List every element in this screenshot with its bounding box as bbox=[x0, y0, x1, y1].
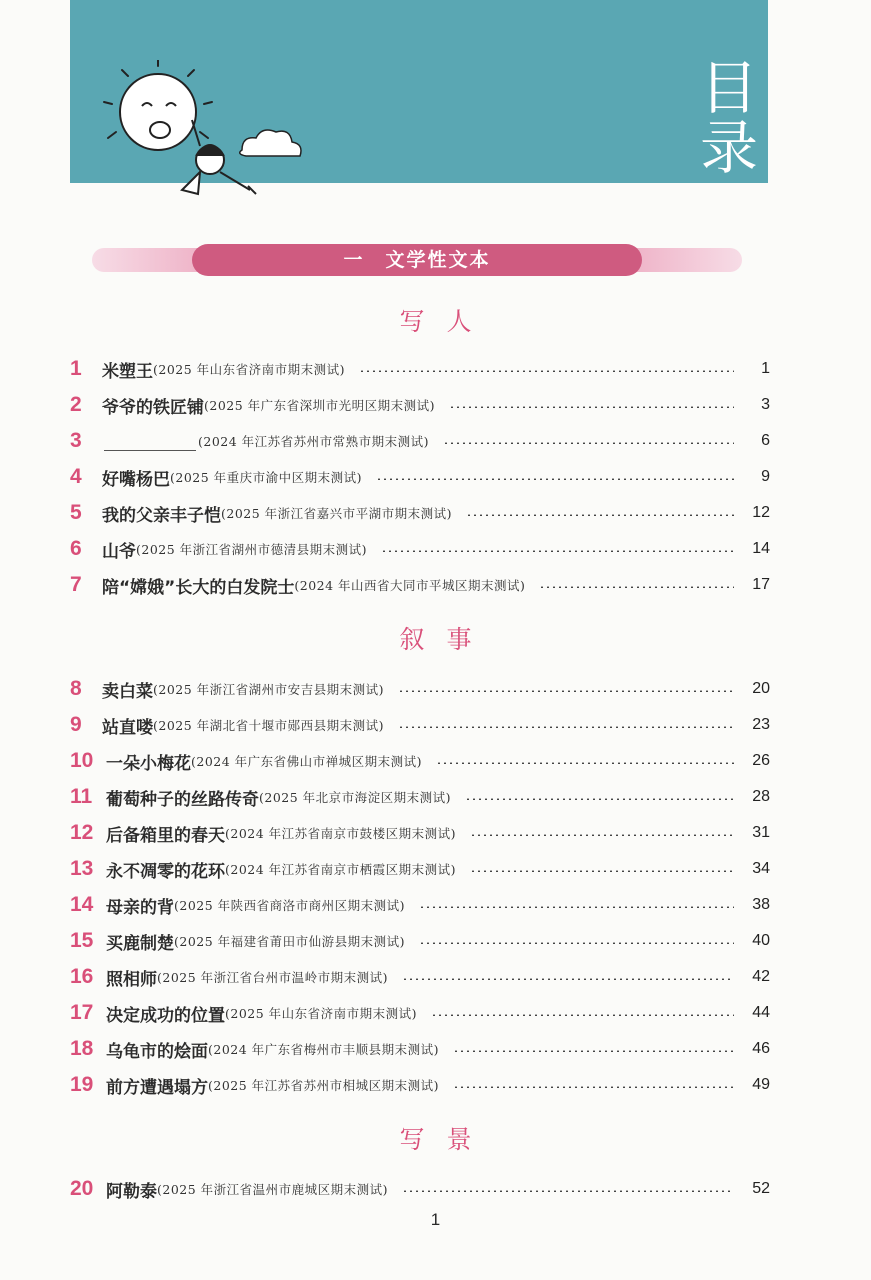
entry-page: 34 bbox=[752, 860, 770, 877]
toc-entry[interactable] bbox=[70, 426, 770, 456]
entry-page: 52 bbox=[752, 1180, 770, 1197]
entry-source: (2025 年江苏省苏州市相城区期末测试) bbox=[208, 1078, 440, 1093]
entry-source: (2024 年江苏省南京市鼓楼区期末测试) bbox=[225, 826, 457, 841]
entry-title: 我的父亲丰子恺 bbox=[102, 505, 221, 526]
girl-icon bbox=[182, 120, 256, 194]
dot-leader bbox=[436, 762, 734, 764]
toc-entry[interactable] bbox=[70, 998, 770, 1028]
entry-source: (2024 年广东省梅州市丰顺县期末测试) bbox=[208, 1042, 440, 1057]
entry-page: 38 bbox=[752, 896, 770, 913]
category-xieren: 写人 bbox=[399, 307, 494, 336]
entry-page: 49 bbox=[752, 1076, 770, 1093]
toc-entry[interactable] bbox=[70, 462, 770, 492]
title-char-1: 目 bbox=[699, 54, 758, 122]
entry-number: 5 bbox=[70, 501, 82, 524]
entry-number: 11 bbox=[70, 785, 93, 808]
toc-entry[interactable] bbox=[70, 854, 770, 884]
dot-leader bbox=[398, 690, 734, 692]
entry-number: 17 bbox=[70, 1001, 94, 1024]
sun-icon bbox=[104, 60, 212, 150]
entry-number: 16 bbox=[70, 965, 94, 988]
entry-title: 山爷 bbox=[102, 541, 136, 562]
toc-entry[interactable] bbox=[70, 534, 770, 564]
entry-page: 40 bbox=[752, 932, 770, 949]
toc-entry[interactable] bbox=[70, 354, 770, 384]
entry-number: 1 bbox=[70, 357, 82, 380]
entry-title: 一朵小梅花 bbox=[106, 753, 191, 774]
toc-entry[interactable] bbox=[70, 962, 770, 992]
entry-page: 12 bbox=[752, 504, 770, 521]
toc-entry[interactable] bbox=[70, 390, 770, 420]
entry-number: 8 bbox=[70, 677, 82, 700]
entry-title: 永不凋零的花环 bbox=[106, 861, 225, 882]
entry-source: (2025 年陕西省商洛市商州区期末测试) bbox=[174, 898, 406, 913]
category-xushi: 叙事 bbox=[399, 625, 494, 654]
entry-page: 3 bbox=[761, 396, 770, 413]
cloud-icon bbox=[240, 130, 301, 156]
entry-number: 6 bbox=[70, 537, 82, 560]
entry-number: 18 bbox=[70, 1037, 94, 1060]
section-label: 一 文学性文本 bbox=[192, 244, 642, 276]
entry-number: 20 bbox=[70, 1177, 94, 1200]
entry-source: (2024 年广东省佛山市禅城区期末测试) bbox=[191, 754, 423, 769]
entry-number: 13 bbox=[70, 857, 94, 880]
entry-number: 7 bbox=[70, 573, 82, 596]
entry-page: 44 bbox=[752, 1004, 770, 1021]
entry-title: 阿勒泰 bbox=[106, 1181, 157, 1202]
entry-source: (2025 年浙江省温州市鹿城区期末测试) bbox=[157, 1182, 389, 1197]
dot-leader bbox=[465, 798, 734, 800]
dot-leader bbox=[419, 942, 734, 944]
dot-leader bbox=[449, 406, 734, 408]
page-title bbox=[694, 54, 764, 182]
entry-number: 12 bbox=[70, 821, 94, 844]
dot-leader bbox=[381, 550, 734, 552]
toc-entry[interactable] bbox=[70, 926, 770, 956]
dot-leader bbox=[398, 726, 734, 728]
entry-title: 陪“嫦娥”长大的白发院士 bbox=[102, 577, 295, 598]
entry-title: 好嘴杨巴 bbox=[102, 469, 170, 490]
entry-page: 6 bbox=[761, 432, 770, 449]
dot-leader bbox=[539, 586, 734, 588]
dot-leader bbox=[359, 370, 734, 372]
page-number: 1 bbox=[430, 1210, 441, 1229]
entry-title: 买鹿制楚 bbox=[106, 933, 174, 954]
entry-source: (2025 年浙江省嘉兴市平湖市期末测试) bbox=[221, 506, 453, 521]
entry-source: (2025 年山东省济南市期末测试) bbox=[153, 362, 346, 377]
entry-page: 20 bbox=[752, 680, 770, 697]
entry-number: 19 bbox=[70, 1073, 94, 1096]
entry-source: (2025 年浙江省湖州市德清县期末测试) bbox=[136, 542, 368, 557]
dot-leader bbox=[443, 442, 734, 444]
toc-entry[interactable] bbox=[70, 674, 770, 704]
entry-source: (2025 年重庆市渝中区期末测试) bbox=[170, 470, 363, 485]
entry-number: 15 bbox=[70, 929, 94, 952]
dot-leader bbox=[419, 906, 734, 908]
entry-title: 站直喽 bbox=[102, 717, 153, 738]
entry-page: 28 bbox=[752, 788, 770, 805]
entry-number: 14 bbox=[70, 893, 94, 916]
entry-page: 42 bbox=[752, 968, 770, 985]
entry-page: 9 bbox=[761, 468, 770, 485]
dot-leader bbox=[470, 870, 734, 872]
entry-number: 2 bbox=[70, 393, 82, 416]
entry-title: 母亲的背 bbox=[106, 897, 174, 918]
toc-entry[interactable] bbox=[70, 570, 770, 600]
entry-source: (2024 年江苏省苏州市常熟市期末测试) bbox=[198, 434, 430, 449]
toc-entry[interactable] bbox=[70, 1174, 770, 1204]
entry-number: 9 bbox=[70, 713, 82, 736]
dot-leader bbox=[431, 1014, 734, 1016]
entry-number: 10 bbox=[70, 749, 94, 772]
toc-entry[interactable] bbox=[70, 710, 770, 740]
entry-page: 1 bbox=[761, 360, 770, 377]
entry-title: 米塑王 bbox=[102, 361, 153, 382]
entry-title: 前方遭遇塌方 bbox=[106, 1077, 208, 1098]
entry-source: (2025 年北京市海淀区期末测试) bbox=[259, 790, 452, 805]
entry-title: 照相师 bbox=[106, 969, 157, 990]
toc-entry[interactable] bbox=[70, 1070, 770, 1100]
entry-page: 14 bbox=[752, 540, 770, 557]
dot-leader bbox=[376, 478, 734, 480]
entry-source: (2025 年福建省莆田市仙游县期末测试) bbox=[174, 934, 406, 949]
entry-source: (2024 年江苏省南京市栖霞区期末测试) bbox=[225, 862, 457, 877]
title-char-2: 录 bbox=[699, 114, 758, 182]
dot-leader bbox=[453, 1086, 734, 1088]
entry-page: 26 bbox=[752, 752, 770, 769]
entry-title: 决定成功的位置 bbox=[106, 1005, 225, 1026]
section-bar bbox=[92, 244, 742, 276]
entry-page: 31 bbox=[752, 824, 770, 841]
dot-leader bbox=[466, 514, 734, 516]
entry-source: (2025 年湖北省十堰市郧西县期末测试) bbox=[153, 718, 385, 733]
entry-page: 46 bbox=[752, 1040, 770, 1057]
dot-leader bbox=[402, 978, 734, 980]
entry-title: 后备箱里的春天 bbox=[106, 825, 225, 846]
toc-entry[interactable] bbox=[70, 782, 770, 812]
entry-page: 23 bbox=[752, 716, 770, 733]
entry-title: 爷爷的铁匠铺 bbox=[102, 397, 204, 418]
dot-leader bbox=[453, 1050, 734, 1052]
toc-entry[interactable] bbox=[70, 818, 770, 848]
entry-source: (2025 年浙江省台州市温岭市期末测试) bbox=[157, 970, 389, 985]
entry-title: 葡萄种子的丝路传奇 bbox=[106, 789, 259, 810]
entry-source: (2024 年山西省大同市平城区期末测试) bbox=[294, 578, 526, 593]
entry-title: 卖白菜 bbox=[102, 681, 153, 702]
category-xiejing: 写景 bbox=[399, 1125, 494, 1154]
entry-page: 17 bbox=[752, 576, 770, 593]
toc-entry[interactable] bbox=[70, 746, 770, 776]
toc-entry[interactable] bbox=[70, 1034, 770, 1064]
sun-and-girl-illustration bbox=[70, 60, 310, 210]
entry-number: 4 bbox=[70, 465, 82, 488]
entry-title: 乌龟市的烩面 bbox=[106, 1041, 208, 1062]
toc-entry[interactable] bbox=[70, 498, 770, 528]
entry-source: (2025 年浙江省湖州市安吉县期末测试) bbox=[153, 682, 385, 697]
entry-source: (2025 年山东省济南市期末测试) bbox=[225, 1006, 418, 1021]
toc-entry[interactable] bbox=[70, 890, 770, 920]
entry-number: 3 bbox=[70, 429, 82, 452]
dot-leader bbox=[470, 834, 734, 836]
title-blank-line bbox=[104, 432, 196, 451]
dot-leader bbox=[402, 1190, 734, 1192]
entry-source: (2025 年广东省深圳市光明区期末测试) bbox=[204, 398, 436, 413]
